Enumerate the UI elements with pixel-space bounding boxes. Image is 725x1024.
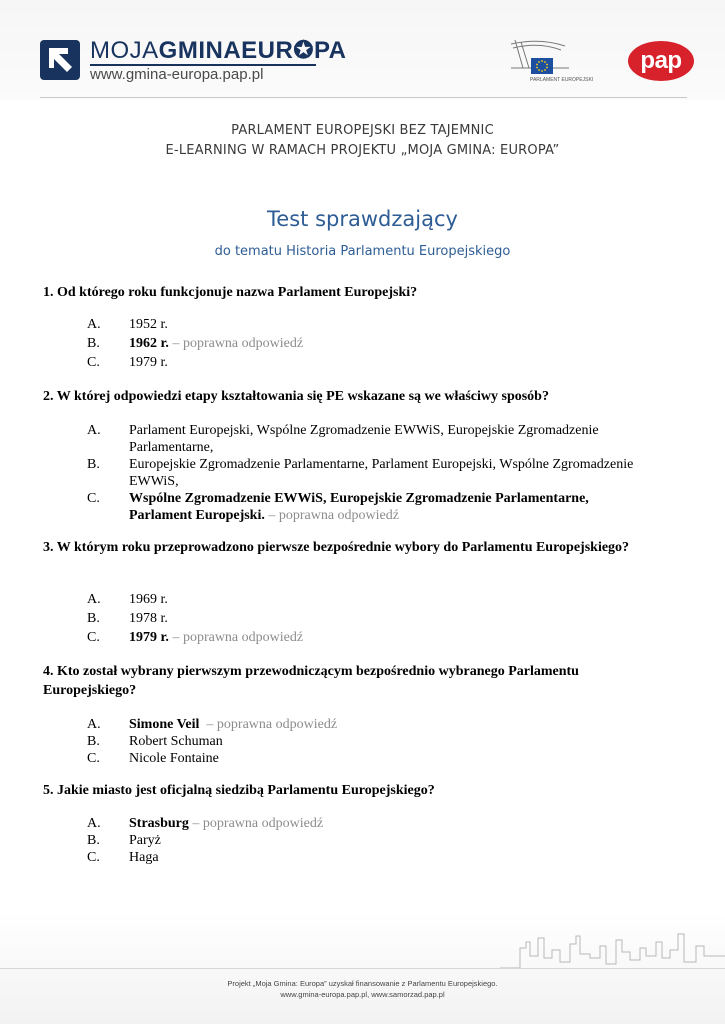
answer-text-correct: Wspólne Zgromadzenie EWWiS, Europejskie Zgromadzenie Parlamentarne, Parlament Europejski. (129, 491, 589, 523)
correct-answer-note: – poprawna odpowiedź (206, 717, 338, 732)
footer-funding-note: Projekt „Moja Gmina: Europa” uzyskał finansowanie z Parlamentu Europejskiego. (227, 979, 498, 988)
answer-letter: B. (87, 734, 100, 749)
answer-letter: C. (87, 850, 100, 865)
logo-word-eur: EUR (241, 37, 294, 64)
answer-letter: A. (87, 317, 101, 332)
answer-letter: C. (87, 751, 100, 766)
answer-letter: B. (87, 457, 100, 472)
project-heading-line1: PARLAMENT EUROPEJSKI BEZ TAJEMNIC (231, 123, 494, 138)
answer-text: Robert Schuman (129, 734, 223, 749)
answer-text: 1952 r. (129, 317, 168, 332)
correct-answer-note: – poprawna odpowiedź (192, 816, 324, 831)
question-5: 5. Jakie miasto jest oficjalną siedzibą Parlamentu Europejskiego? (43, 783, 435, 798)
answer-letter: A. (87, 592, 101, 607)
footer-links: www.gmina-europa.pap.pl, www.samorzad.pap.pl (280, 990, 445, 999)
logo-url: www.gmina-europa.pap.pl (90, 66, 264, 83)
answer-text-correct: Strasburg (129, 816, 189, 831)
answer-text-correct: Simone Veil (129, 717, 200, 732)
answer-letter: A. (87, 717, 101, 732)
answer-text: Haga (129, 850, 159, 865)
page-title: Test sprawdzający (267, 207, 458, 231)
correct-answer-note: – poprawna odpowiedź (172, 630, 304, 645)
answer-letter: C. (87, 491, 100, 506)
city-skyline-icon (500, 928, 725, 970)
moja-gmina-europa-logo-icon (40, 40, 80, 80)
answer-letter: B. (87, 336, 100, 351)
question-4: 4. Kto został wybrany pierwszym przewodniczącym bezpośrednio wybranego Parlamentu Europejskiego? (43, 664, 579, 698)
logo-word-pa: PA (313, 37, 347, 64)
answer-letter: C. (87, 355, 100, 370)
answer-letter: C. (87, 630, 100, 645)
logo-wordmark (90, 36, 347, 65)
page-subtitle: do tematu Historia Parlamentu Europejskiego (214, 244, 511, 259)
logo-word-moja: MOJA (90, 37, 159, 64)
answer-letter: B. (87, 833, 100, 848)
answer-text: 1979 r. (129, 355, 168, 370)
answer-text: Europejskie Zgromadzenie Parlamentarne, Parlament Europejski, Wspólne Zgromadzenie EWWiS, (129, 457, 634, 489)
answer-text: 1978 r. (129, 611, 168, 626)
question-2: 2. W której odpowiedzi etapy kształtowania się PE wskazane są we właściwy sposób? (43, 389, 549, 404)
answer-text-correct: 1962 r. (129, 336, 169, 351)
answer-text-correct: 1979 r. (129, 630, 169, 645)
question-1: 1. Od którego roku funkcjonuje nazwa Parlament Europejski? (43, 285, 418, 300)
pap-logo: pap (628, 41, 694, 81)
header-divider (40, 97, 687, 98)
question-3: 3. W którym roku przeprowadzono pierwsze bezpośrednie wybory do Parlamentu Europejskiego? (43, 540, 630, 555)
project-heading-line2: E-LEARNING W RAMACH PROJEKTU „MOJA GMINA: EUROPA” (165, 143, 560, 158)
answer-text: Nicole Fontaine (129, 751, 219, 766)
footer-divider (0, 968, 725, 969)
answer-text: Paryż (129, 833, 161, 848)
answer-text: 1969 r. (129, 592, 168, 607)
ep-logo-caption: PARLAMENT EUROPEJSKI (530, 77, 594, 83)
correct-answer-note: – poprawna odpowiedź (172, 336, 304, 351)
logo-word-gmina: GMINA (158, 37, 242, 64)
logo-star-o-icon: ✪ (293, 37, 314, 64)
answer-letter: A. (87, 423, 101, 438)
correct-answer-note: – poprawna odpowiedź (268, 508, 399, 523)
answer-letter: B. (87, 611, 100, 626)
answer-letter: A. (87, 816, 101, 831)
answer-text: Parlament Europejski, Wspólne Zgromadzenie EWWiS, Europejskie Zgromadzenie Parlamentarne, (129, 423, 599, 455)
